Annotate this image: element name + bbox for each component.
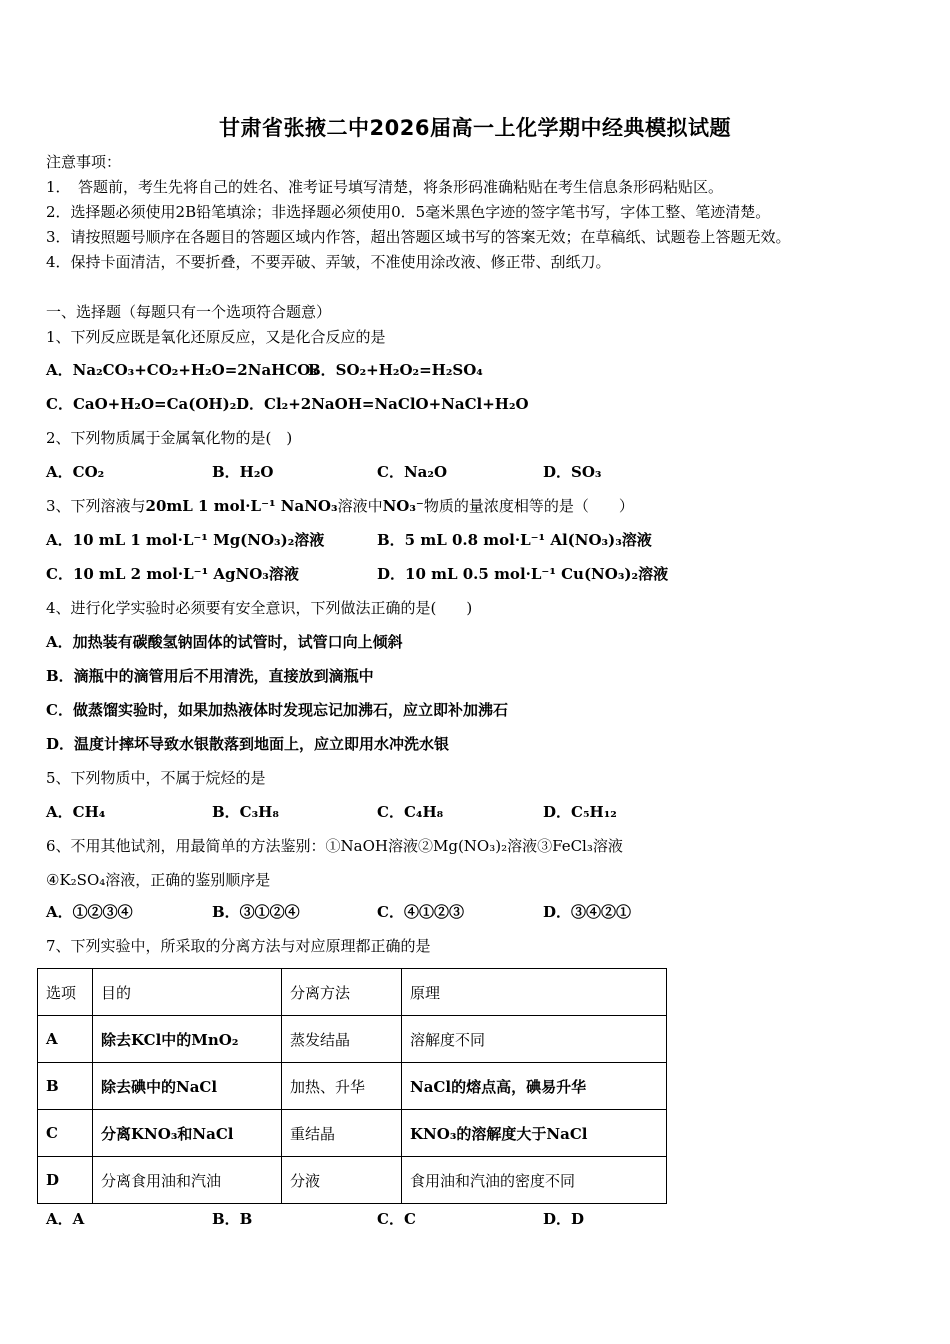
table-cell: 溶解度不同 bbox=[402, 1016, 667, 1063]
separation-table bbox=[37, 968, 667, 1204]
table-cell: 重结晶 bbox=[282, 1110, 402, 1157]
q3-option-d: D．10 mL 0.5 mol·L⁻¹ Cu(NO₃)₂溶液 bbox=[377, 565, 669, 583]
table-cell: B bbox=[38, 1063, 93, 1110]
table-cell: 食用油和汽油的密度不同 bbox=[402, 1157, 667, 1204]
table-cell: C bbox=[38, 1110, 93, 1157]
q3-stem-solution: 20mL 1 mol·L⁻¹ NaNO₃ bbox=[145, 497, 338, 515]
q4-option-c: C．做蒸馏实验时，如果加热液体时发现忘记加沸石，应立即补加沸石 bbox=[46, 701, 508, 719]
table-cell: 分液 bbox=[282, 1157, 402, 1204]
q7-option-b: B．B bbox=[212, 1210, 253, 1228]
page-title: 甘肃省张掖二中2026届高一上化学期中经典模拟试题 bbox=[219, 116, 731, 140]
notice-item-4: 4．保持卡面清洁，不要折叠，不要弄破、弄皱，不准使用涂改液、修正带、刮纸刀。 bbox=[46, 253, 611, 271]
notice-item-2: 2．选择题必须使用2B铅笔填涂；非选择题必须使用0．5毫米黑色字迹的签字笔书写，字体工整、笔迹清楚。 bbox=[46, 203, 771, 221]
q2-option-c: C．Na₂O bbox=[377, 463, 448, 481]
q4-option-b: B．滴瓶中的滴管用后不用清洗，直接放到滴瓶中 bbox=[46, 667, 374, 685]
q3-stem-part-3: 物质的量浓度相等的是（ ） bbox=[423, 497, 634, 515]
question-2-stem: 2、下列物质属于金属氧化物的是( ) bbox=[46, 429, 293, 447]
table-row bbox=[38, 1157, 667, 1204]
question-6-stem-line-1: 6、不用其他试剂，用最简单的方法鉴别：①NaOH溶液②Mg(NO₃)₂溶液③FeCl₃溶液 bbox=[46, 837, 623, 855]
q2-option-b: B．H₂O bbox=[212, 463, 274, 481]
section-heading: 一、选择题（每题只有一个选项符合题意） bbox=[46, 303, 332, 321]
q4-option-d: D．温度计摔坏导致水银散落到地面上，应立即用水冲洗水银 bbox=[46, 735, 450, 753]
table-cell: 除去碘中的NaCl bbox=[93, 1063, 282, 1110]
q5-option-a: A．CH₄ bbox=[46, 803, 106, 821]
table-cell: KNO₃的溶解度大于NaCl bbox=[402, 1110, 667, 1157]
q3-stem-part-1: 3、下列溶液与 bbox=[46, 497, 146, 515]
q3-option-a: A．10 mL 1 mol·L⁻¹ Mg(NO₃)₂溶液 bbox=[46, 531, 325, 549]
q1-option-b: B．SO₂+H₂O₂=H₂SO₄ bbox=[308, 361, 483, 379]
q6-option-a: A．①②③④ bbox=[46, 903, 133, 921]
table-header-cell: 分离方法 bbox=[282, 969, 402, 1016]
table-header-row bbox=[38, 969, 667, 1016]
table-cell: D bbox=[38, 1157, 93, 1204]
table-header-cell: 原理 bbox=[402, 969, 667, 1016]
q2-option-a: A．CO₂ bbox=[46, 463, 105, 481]
q1-option-c: C．CaO+H₂O=Ca(OH)₂ bbox=[46, 395, 237, 413]
table-cell: 分离KNO₃和NaCl bbox=[93, 1110, 282, 1157]
q3-option-b: B．5 mL 0.8 mol·L⁻¹ Al(NO₃)₃溶液 bbox=[377, 531, 652, 549]
q6-option-b: B．③①②④ bbox=[212, 903, 300, 921]
table-cell: 除去KCl中的MnO₂ bbox=[93, 1016, 282, 1063]
table-header-cell: 选项 bbox=[38, 969, 93, 1016]
q7-option-d: D．D bbox=[543, 1210, 585, 1228]
q1-option-d: D．Cl₂+2NaOH=NaClO+NaCl+H₂O bbox=[236, 395, 529, 413]
table-cell: NaCl的熔点高，碘易升华 bbox=[402, 1063, 667, 1110]
q3-stem-part-2: 溶液中 bbox=[337, 497, 383, 515]
question-4-stem: 4、进行化学实验时必须要有安全意识，下列做法正确的是( ) bbox=[46, 599, 473, 617]
q6-option-d: D．③④②① bbox=[543, 903, 632, 921]
notice-item-1: 1． 答题前，考生先将自己的姓名、准考证号填写清楚，将条形码准确粘贴在考生信息条形码粘贴区。 bbox=[46, 178, 724, 196]
q2-option-d: D．SO₃ bbox=[543, 463, 602, 481]
q3-stem-ion: NO₃⁻ bbox=[382, 497, 424, 515]
table-row bbox=[38, 1110, 667, 1157]
table-cell: 分离食用油和汽油 bbox=[93, 1157, 282, 1204]
question-7-stem: 7、下列实验中，所采取的分离方法与对应原理都正确的是 bbox=[46, 937, 431, 955]
q5-option-c: C．C₄H₈ bbox=[377, 803, 444, 821]
notice-heading: 注意事项： bbox=[46, 153, 122, 171]
question-3-stem bbox=[46, 496, 634, 516]
q1-option-a: A．Na₂CO₃+CO₂+H₂O=2NaHCO₃ bbox=[46, 361, 317, 379]
question-1-stem: 1、下列反应既是氧化还原反应，又是化合反应的是 bbox=[46, 328, 386, 346]
q5-option-b: B．C₃H₈ bbox=[212, 803, 279, 821]
table-cell: 加热、升华 bbox=[282, 1063, 402, 1110]
table-cell: A bbox=[38, 1016, 93, 1063]
question-5-stem: 5、下列物质中，不属于烷烃的是 bbox=[46, 769, 266, 787]
q7-option-a: A．A bbox=[46, 1210, 85, 1228]
q5-option-d: D．C₅H₁₂ bbox=[543, 803, 617, 821]
table-row bbox=[38, 1063, 667, 1110]
table-row bbox=[38, 1016, 667, 1063]
table-header-cell: 目的 bbox=[93, 969, 282, 1016]
table-cell: 蒸发结晶 bbox=[282, 1016, 402, 1063]
q6-option-c: C．④①②③ bbox=[377, 903, 464, 921]
question-6-stem-line-2: ④K₂SO₄溶液，正确的鉴别顺序是 bbox=[46, 871, 271, 889]
notice-item-3: 3．请按照题号顺序在各题目的答题区域内作答，超出答题区域书写的答案无效；在草稿纸、试题卷上答题无效。 bbox=[46, 228, 791, 246]
q3-option-c: C．10 mL 2 mol·L⁻¹ AgNO₃溶液 bbox=[46, 565, 299, 583]
q4-option-a: A．加热装有碳酸氢钠固体的试管时，试管口向上倾斜 bbox=[46, 633, 403, 651]
q7-option-c: C．C bbox=[377, 1210, 416, 1228]
